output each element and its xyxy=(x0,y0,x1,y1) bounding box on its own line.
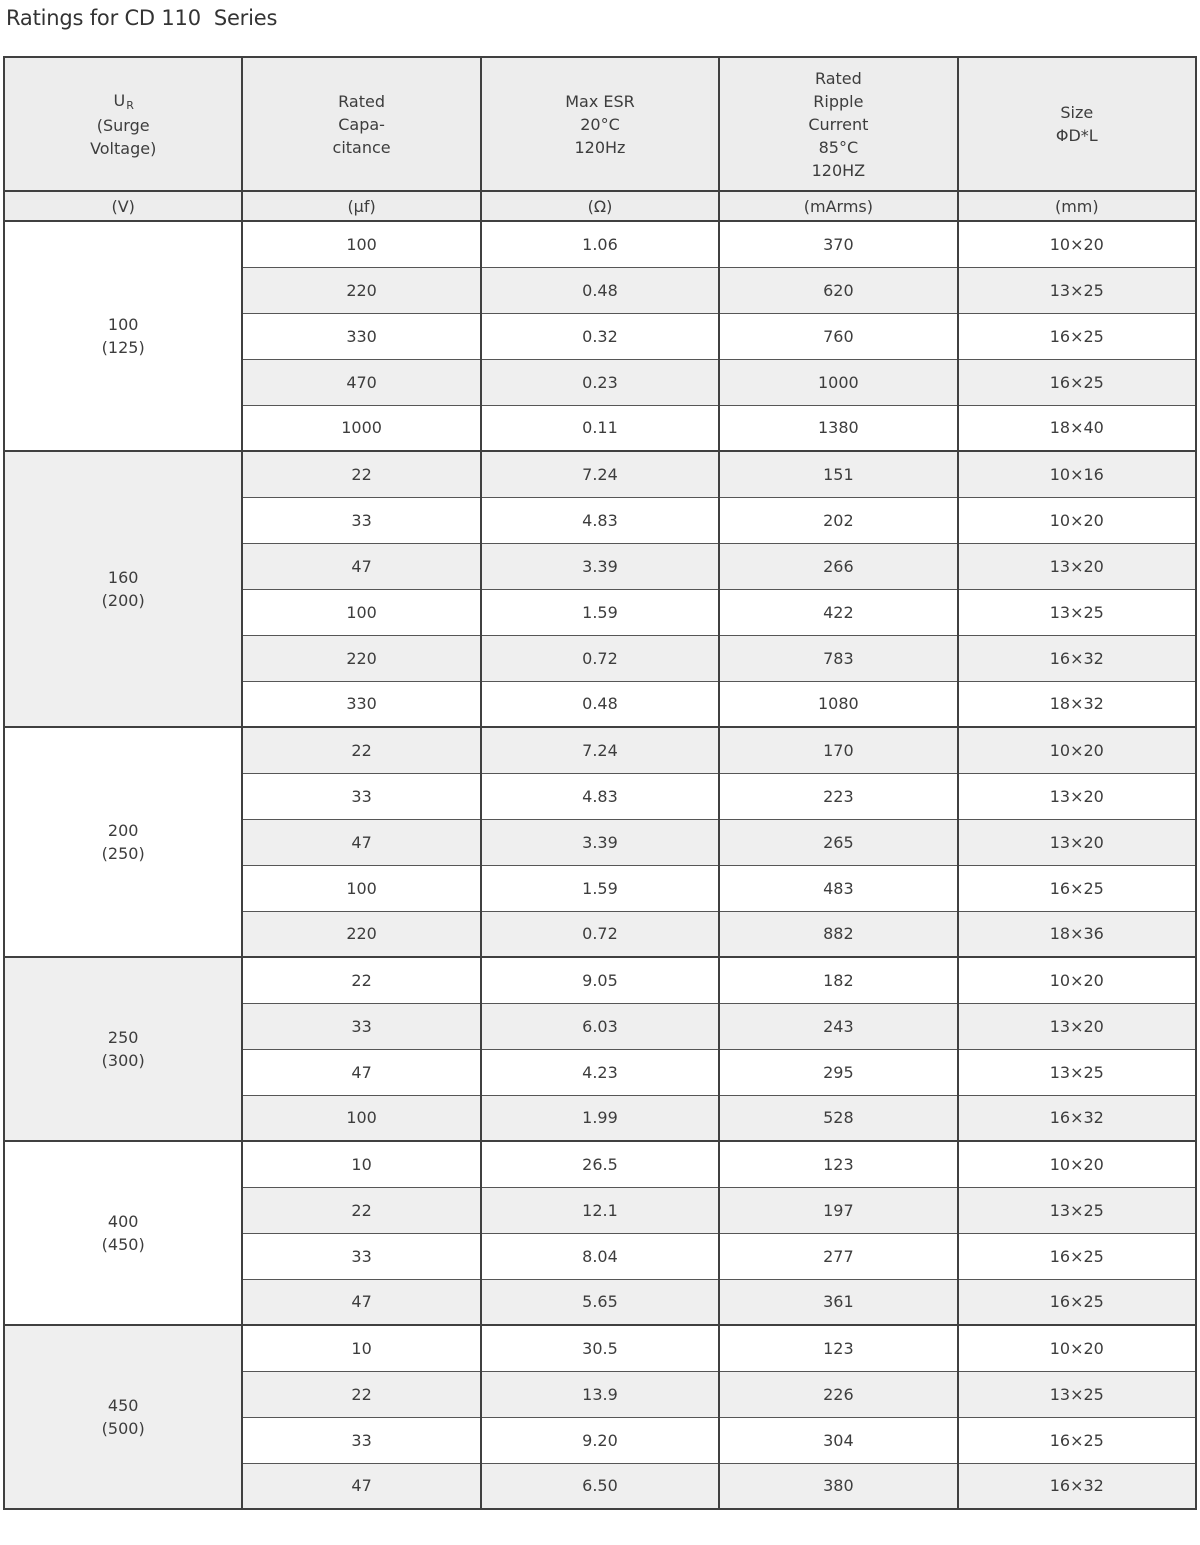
surge-voltage-value: (500) xyxy=(101,1419,145,1438)
header-line: citance xyxy=(332,137,391,157)
size-cell: 13×20 xyxy=(958,819,1196,865)
esr-cell: 4.83 xyxy=(481,497,719,543)
esr-cell: 3.39 xyxy=(481,819,719,865)
size-cell: 13×20 xyxy=(958,1003,1196,1049)
ripple-current-cell: 123 xyxy=(719,1141,957,1187)
ripple-current-cell: 370 xyxy=(719,221,957,267)
esr-cell: 0.48 xyxy=(481,267,719,313)
esr-cell: 0.72 xyxy=(481,911,719,957)
capacitance-cell: 330 xyxy=(242,313,480,359)
capacitance-cell: 47 xyxy=(242,819,480,865)
ripple-current-cell: 304 xyxy=(719,1417,957,1463)
esr-cell: 0.72 xyxy=(481,635,719,681)
units-row xyxy=(4,191,1196,221)
size-cell: 18×40 xyxy=(958,405,1196,451)
capacitance-cell: 33 xyxy=(242,1003,480,1049)
voltage-group-cell xyxy=(4,957,242,1141)
ripple-current-cell: 295 xyxy=(719,1049,957,1095)
table-row xyxy=(4,727,1196,773)
esr-cell: 7.24 xyxy=(481,727,719,773)
header-line: Ripple xyxy=(813,91,864,111)
unit-esr: (Ω) xyxy=(481,191,719,221)
esr-cell: 26.5 xyxy=(481,1141,719,1187)
esr-cell: 4.83 xyxy=(481,773,719,819)
esr-cell: 4.23 xyxy=(481,1049,719,1095)
size-cell: 18×36 xyxy=(958,911,1196,957)
header-line: 120HZ xyxy=(811,160,866,180)
size-cell: 13×20 xyxy=(958,773,1196,819)
ripple-current-cell: 265 xyxy=(719,819,957,865)
capacitance-cell: 220 xyxy=(242,635,480,681)
header-line: Rated xyxy=(814,68,862,88)
esr-cell: 6.50 xyxy=(481,1463,719,1509)
capacitance-cell: 220 xyxy=(242,911,480,957)
unit-voltage: (V) xyxy=(4,191,242,221)
ripple-current-cell: 151 xyxy=(719,451,957,497)
column-header-max-esr xyxy=(481,57,719,191)
ripple-current-cell: 361 xyxy=(719,1279,957,1325)
capacitance-cell: 33 xyxy=(242,773,480,819)
capacitance-cell: 10 xyxy=(242,1141,480,1187)
capacitance-cell: 47 xyxy=(242,543,480,589)
capacitance-cell: 10 xyxy=(242,1325,480,1371)
size-cell: 18×32 xyxy=(958,681,1196,727)
voltage-group-cell xyxy=(4,221,242,451)
size-cell: 16×25 xyxy=(958,313,1196,359)
size-cell: 13×25 xyxy=(958,589,1196,635)
voltage-group-cell xyxy=(4,1141,242,1325)
table-row xyxy=(4,451,1196,497)
size-cell: 16×32 xyxy=(958,1463,1196,1509)
header-line: Voltage) xyxy=(90,138,157,158)
surge-voltage-value: (200) xyxy=(101,591,145,610)
capacitance-cell: 22 xyxy=(242,451,480,497)
esr-cell: 7.24 xyxy=(481,451,719,497)
capacitance-cell: 1000 xyxy=(242,405,480,451)
size-cell: 10×20 xyxy=(958,1325,1196,1371)
ripple-current-cell: 760 xyxy=(719,313,957,359)
capacitance-cell: 220 xyxy=(242,267,480,313)
column-header-rated-capacitance xyxy=(242,57,480,191)
capacitance-cell: 33 xyxy=(242,497,480,543)
capacitance-cell: 22 xyxy=(242,957,480,1003)
surge-voltage-value: (250) xyxy=(101,844,145,863)
capacitance-cell: 47 xyxy=(242,1049,480,1095)
voltage-group-cell xyxy=(4,727,242,957)
esr-cell: 12.1 xyxy=(481,1187,719,1233)
voltage-value: 250 xyxy=(107,1028,139,1047)
voltage-value: 100 xyxy=(107,315,139,334)
esr-cell: 1.99 xyxy=(481,1095,719,1141)
table-row xyxy=(4,957,1196,1003)
ripple-current-cell: 620 xyxy=(719,267,957,313)
column-header-surge-voltage xyxy=(4,57,242,191)
size-cell: 10×16 xyxy=(958,451,1196,497)
header-line: 20°C xyxy=(580,114,620,134)
ripple-current-cell: 202 xyxy=(719,497,957,543)
column-header-ripple-current xyxy=(719,57,957,191)
column-header-size xyxy=(958,57,1196,191)
header-line: Size xyxy=(1060,103,1094,122)
size-cell: 13×25 xyxy=(958,1187,1196,1233)
voltage-value: 160 xyxy=(107,568,139,587)
voltage-value: 400 xyxy=(107,1212,139,1231)
header-line: Current xyxy=(808,114,869,134)
ripple-current-cell: 483 xyxy=(719,865,957,911)
ripple-current-cell: 123 xyxy=(719,1325,957,1371)
ripple-current-cell: 223 xyxy=(719,773,957,819)
ripple-current-cell: 528 xyxy=(719,1095,957,1141)
capacitance-cell: 47 xyxy=(242,1279,480,1325)
ur-symbol xyxy=(5,89,241,114)
esr-cell: 0.32 xyxy=(481,313,719,359)
table-row xyxy=(4,1325,1196,1371)
ripple-current-cell: 1380 xyxy=(719,405,957,451)
unit-size: (mm) xyxy=(958,191,1196,221)
esr-cell: 8.04 xyxy=(481,1233,719,1279)
esr-cell: 9.20 xyxy=(481,1417,719,1463)
unit-capacitance: (μf) xyxy=(242,191,480,221)
esr-cell: 30.5 xyxy=(481,1325,719,1371)
capacitance-cell: 100 xyxy=(242,1095,480,1141)
ripple-current-cell: 243 xyxy=(719,1003,957,1049)
surge-voltage-value: (125) xyxy=(101,338,145,357)
table-header xyxy=(4,57,1196,221)
ripple-current-cell: 783 xyxy=(719,635,957,681)
voltage-group-cell xyxy=(4,1325,242,1509)
esr-cell: 0.23 xyxy=(481,359,719,405)
header-line: (Surge xyxy=(96,115,150,135)
header-line: Capa- xyxy=(338,114,385,134)
size-cell: 16×25 xyxy=(958,1233,1196,1279)
capacitance-cell: 100 xyxy=(242,221,480,267)
esr-cell: 1.06 xyxy=(481,221,719,267)
ripple-current-cell: 882 xyxy=(719,911,957,957)
voltage-value: 200 xyxy=(107,821,139,840)
size-cell: 13×20 xyxy=(958,543,1196,589)
size-cell: 13×25 xyxy=(958,1371,1196,1417)
capacitance-cell: 22 xyxy=(242,1187,480,1233)
size-cell: 16×25 xyxy=(958,1279,1196,1325)
header-line: 120Hz xyxy=(574,137,626,157)
ur-symbol-main: U xyxy=(113,90,126,110)
header-line: Rated xyxy=(338,91,385,111)
esr-cell: 1.59 xyxy=(481,865,719,911)
esr-cell: 5.65 xyxy=(481,1279,719,1325)
esr-cell: 3.39 xyxy=(481,543,719,589)
size-cell: 13×25 xyxy=(958,1049,1196,1095)
capacitance-cell: 330 xyxy=(242,681,480,727)
surge-voltage-value: (450) xyxy=(101,1235,145,1254)
ripple-current-cell: 1000 xyxy=(719,359,957,405)
ripple-current-cell: 182 xyxy=(719,957,957,1003)
capacitance-cell: 470 xyxy=(242,359,480,405)
capacitance-cell: 47 xyxy=(242,1463,480,1509)
size-cell: 10×20 xyxy=(958,1141,1196,1187)
ripple-current-cell: 422 xyxy=(719,589,957,635)
esr-cell: 1.59 xyxy=(481,589,719,635)
header-line: Max ESR xyxy=(565,91,635,111)
ripple-current-cell: 1080 xyxy=(719,681,957,727)
size-cell: 16×32 xyxy=(958,635,1196,681)
capacitance-cell: 100 xyxy=(242,589,480,635)
ripple-current-cell: 197 xyxy=(719,1187,957,1233)
voltage-group-cell xyxy=(4,451,242,727)
capacitance-cell: 22 xyxy=(242,727,480,773)
ratings-table xyxy=(3,56,1197,1510)
size-cell: 10×20 xyxy=(958,497,1196,543)
ripple-current-cell: 226 xyxy=(719,1371,957,1417)
surge-voltage-value: (300) xyxy=(101,1051,145,1070)
header-line: 85°C xyxy=(818,137,859,157)
capacitance-cell: 22 xyxy=(242,1371,480,1417)
ripple-current-cell: 277 xyxy=(719,1233,957,1279)
capacitance-cell: 33 xyxy=(242,1233,480,1279)
voltage-value: 450 xyxy=(107,1396,139,1415)
page-title: Ratings for CD 110 Series xyxy=(6,6,278,30)
size-cell: 16×25 xyxy=(958,865,1196,911)
esr-cell: 0.48 xyxy=(481,681,719,727)
size-cell: 10×20 xyxy=(958,957,1196,1003)
unit-ripple-current: (mArms) xyxy=(719,191,957,221)
capacitance-cell: 33 xyxy=(242,1417,480,1463)
ripple-current-cell: 380 xyxy=(719,1463,957,1509)
size-cell: 16×25 xyxy=(958,359,1196,405)
size-cell: 16×25 xyxy=(958,1417,1196,1463)
esr-cell: 9.05 xyxy=(481,957,719,1003)
header-line: ΦD*L xyxy=(1055,126,1098,145)
esr-cell: 6.03 xyxy=(481,1003,719,1049)
size-cell: 13×25 xyxy=(958,267,1196,313)
esr-cell: 0.11 xyxy=(481,405,719,451)
size-cell: 16×32 xyxy=(958,1095,1196,1141)
header-row xyxy=(4,57,1196,191)
esr-cell: 13.9 xyxy=(481,1371,719,1417)
table-body xyxy=(4,221,1196,1509)
size-cell: 10×20 xyxy=(958,221,1196,267)
size-cell: 10×20 xyxy=(958,727,1196,773)
table-row xyxy=(4,221,1196,267)
table-row xyxy=(4,1141,1196,1187)
ripple-current-cell: 266 xyxy=(719,543,957,589)
capacitance-cell: 100 xyxy=(242,865,480,911)
ripple-current-cell: 170 xyxy=(719,727,957,773)
ur-symbol-subscript: R xyxy=(126,98,134,112)
